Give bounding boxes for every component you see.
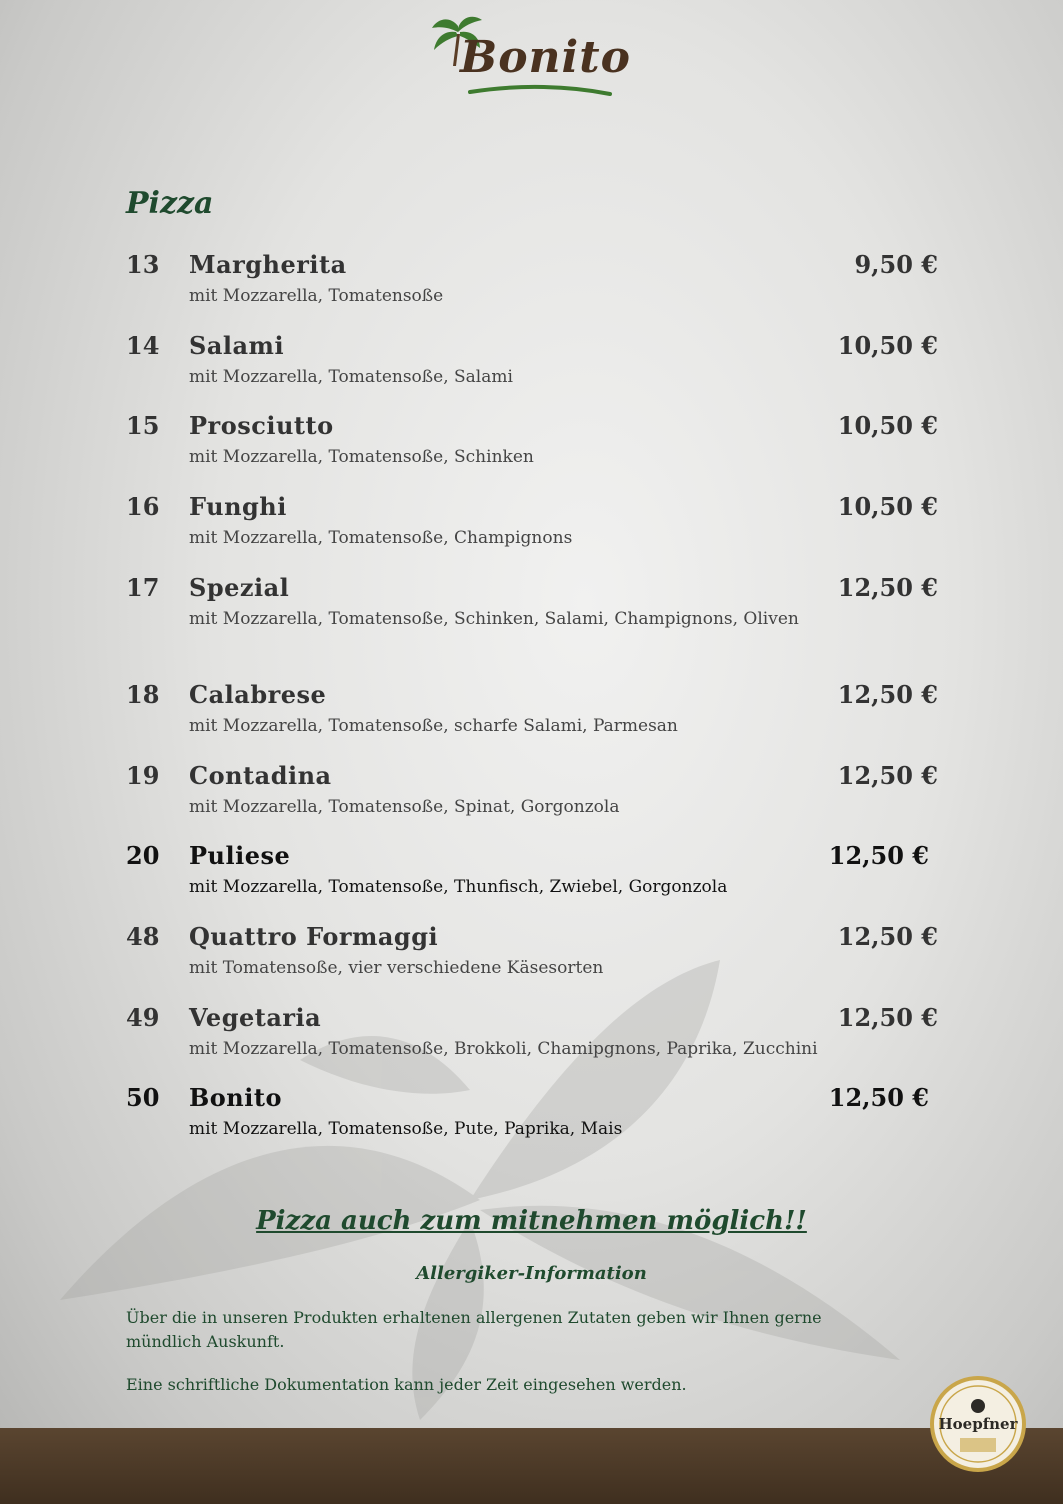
item-price: 10,50 €: [837, 331, 938, 360]
item-description: mit Mozzarella, Tomatensoße, scharfe Salami, Parmesan: [189, 716, 678, 736]
allergy-documentation-text: Eine schriftliche Dokumentation kann jeder Zeit eingesehen werden.: [126, 1375, 687, 1394]
item-description: mit Mozzarella, Tomatensoße, Spinat, Gorgonzola: [189, 797, 620, 817]
item-price: 10,50 €: [837, 492, 938, 521]
item-name: Quattro Formaggi: [189, 922, 439, 951]
item-name: Spezial: [189, 573, 290, 602]
brand-logo: [430, 14, 631, 104]
item-price: 12,50 €: [837, 573, 938, 602]
item-name: Vegetaria: [189, 1003, 322, 1032]
item-number: 17: [126, 573, 160, 602]
item-name: Calabrese: [189, 680, 327, 709]
item-price: 12,50 €: [837, 922, 938, 951]
item-description: mit Mozzarella, Tomatensoße, Pute, Paprika, Mais: [189, 1119, 623, 1139]
item-price: 12,50 €: [828, 841, 929, 870]
sponsor-name: Hoepfner: [938, 1415, 1018, 1433]
item-name: Margherita: [189, 250, 347, 279]
item-number: 13: [126, 250, 160, 279]
item-price: 12,50 €: [837, 761, 938, 790]
item-name: Bonito: [189, 1083, 282, 1112]
item-number: 19: [126, 761, 160, 790]
item-description: mit Mozzarella, Tomatensoße, Brokkoli, Chamipgnons, Paprika, Zucchini: [189, 1039, 818, 1059]
item-price: 10,50 €: [837, 411, 938, 440]
item-number: 49: [126, 1003, 160, 1032]
item-name: Contadina: [189, 761, 332, 790]
item-number: 15: [126, 411, 160, 440]
takeaway-note: Pizza auch zum mitnehmen möglich!!: [256, 1206, 807, 1236]
item-name: Salami: [189, 331, 285, 360]
item-number: 48: [126, 922, 160, 951]
item-price: 12,50 €: [828, 1083, 929, 1112]
item-description: mit Mozzarella, Tomatensoße, Schinken, Salami, Champignons, Oliven: [189, 609, 799, 629]
allergy-text: Über die in unseren Produkten erhaltenen allergenen Zutaten geben wir Ihnen gerne mündlich Auskunft.: [126, 1308, 822, 1351]
item-number: 18: [126, 680, 160, 709]
item-price: 12,50 €: [837, 1003, 938, 1032]
item-number: 16: [126, 492, 160, 521]
item-name: Prosciutto: [189, 411, 334, 440]
item-number: 14: [126, 331, 160, 360]
item-description: mit Mozzarella, Tomatensoße, Champignons: [189, 528, 573, 548]
footer-bar: [0, 1428, 1063, 1504]
item-description: mit Mozzarella, Tomatensoße, Salami: [189, 367, 513, 387]
item-price: 12,50 €: [837, 680, 938, 709]
item-description: mit Tomatensoße, vier verschiedene Käsesorten: [189, 958, 604, 978]
item-description: mit Mozzarella, Tomatensoße: [189, 286, 444, 306]
item-name: Puliese: [189, 841, 291, 870]
allergy-title: Allergiker-Information: [416, 1263, 647, 1284]
item-price: 9,50 €: [854, 250, 938, 279]
item-description: mit Mozzarella, Tomatensoße, Thunfisch, Zwiebel, Gorgonzola: [189, 877, 728, 897]
brewery-seal-icon: [930, 1376, 1026, 1472]
item-number: 20: [126, 841, 160, 870]
item-number: 50: [126, 1083, 160, 1112]
brand-wordmark: Bonito: [460, 32, 631, 83]
item-name: Funghi: [189, 492, 287, 521]
item-description: mit Mozzarella, Tomatensoße, Schinken: [189, 447, 534, 467]
section-title: Pizza: [126, 186, 214, 221]
